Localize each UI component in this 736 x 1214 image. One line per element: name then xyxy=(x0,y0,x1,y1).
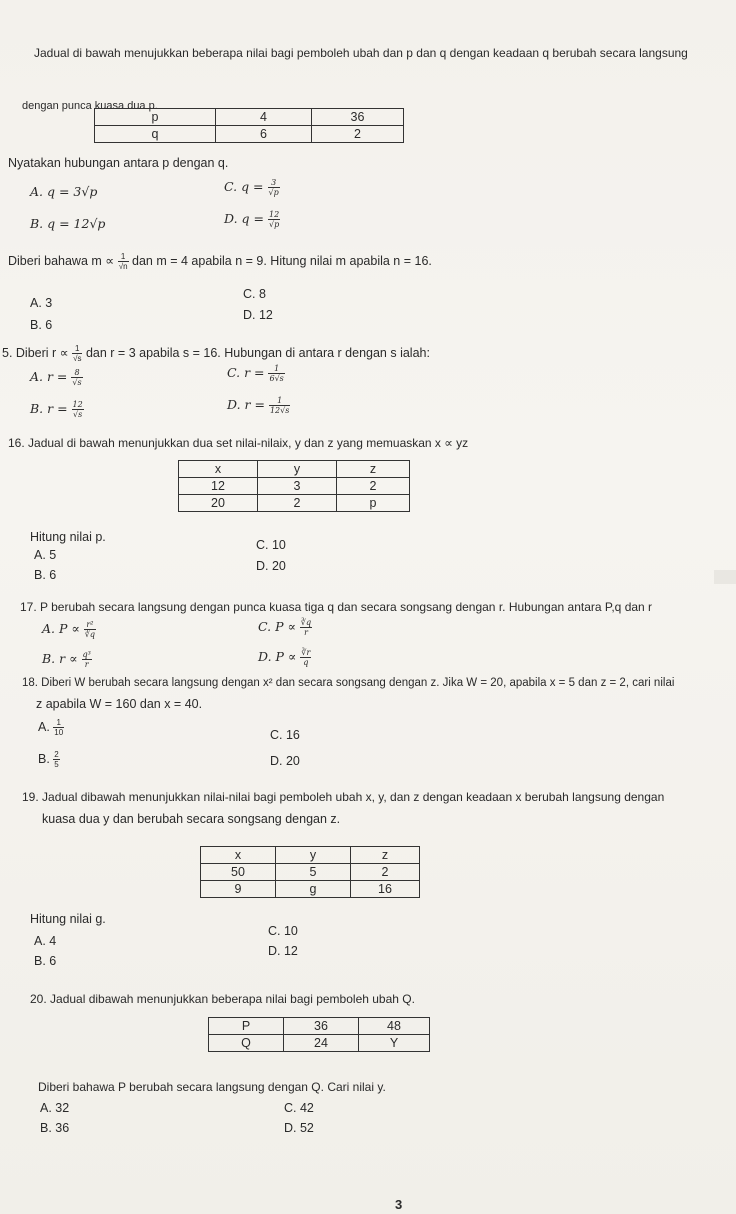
q18-option-c: C. 16 xyxy=(270,728,300,742)
page-shadow xyxy=(714,570,736,584)
numerator: 8 xyxy=(71,368,82,378)
table-cell: 36 xyxy=(312,109,404,126)
q19-option-d: D. 12 xyxy=(268,944,298,958)
fraction xyxy=(82,650,92,669)
table-cell: p xyxy=(95,109,216,126)
denominator: √s xyxy=(72,378,82,387)
q-m-option-d: D. 12 xyxy=(243,308,273,322)
q15-option-d xyxy=(224,210,280,229)
q18-option-d: D. 20 xyxy=(270,754,300,768)
table-header: y xyxy=(276,847,351,864)
page-number: 3 xyxy=(395,1197,403,1212)
q16-table xyxy=(178,460,410,512)
q17-option-c xyxy=(258,618,312,637)
option-label: C. P ∝ xyxy=(258,619,296,634)
table-cell: 12 xyxy=(179,478,258,495)
q-m-option-a: A. 3 xyxy=(30,296,53,310)
q15-question: Nyatakan hubungan antara p dengan q. xyxy=(8,156,229,170)
table-cell: 24 xyxy=(284,1035,359,1052)
q-m-option-c: C. 8 xyxy=(243,287,266,301)
q16-question: 16. Jadual di bawah menunjukkan dua set nilai-nilaix, y dan z yang memuaskan x ∝ yz xyxy=(8,436,469,450)
denominator: r xyxy=(304,628,308,637)
fraction xyxy=(300,618,312,637)
q15-table xyxy=(94,108,404,143)
table-cell: g xyxy=(276,881,351,898)
numerator: ∛r xyxy=(301,648,311,657)
q15-option-c xyxy=(224,178,280,197)
table-header: z xyxy=(351,847,420,864)
table-cell: P xyxy=(209,1018,284,1035)
fraction xyxy=(84,620,96,639)
table-header: y xyxy=(258,461,337,478)
denominator: √s xyxy=(73,410,83,419)
fraction xyxy=(72,400,84,419)
table-header: z xyxy=(337,461,410,478)
q17-option-b xyxy=(42,650,92,669)
q19-option-a: A. 4 xyxy=(34,934,57,948)
q20-question: 20. Jadual dibawah menunjukkan beberapa nilai bagi pemboleh ubah Q. xyxy=(30,992,415,1006)
fraction xyxy=(269,396,290,415)
numerator: 12 xyxy=(268,210,280,219)
q20-table xyxy=(208,1017,430,1052)
q17-question: 17. P berubah secara langsung dengan punca kuasa tiga q dan secara songsang dengan r. Hubungan antara P,q dan r xyxy=(20,600,653,614)
question-text: Diberi bahawa m ∝ xyxy=(8,253,115,268)
numerator: q³ xyxy=(82,650,91,659)
q20-option-a: A. 32 xyxy=(40,1101,70,1115)
fraction xyxy=(300,648,311,667)
q15-option-b: B. q = 12√p xyxy=(30,216,106,231)
numerator: 2 xyxy=(54,750,59,759)
denominator: ∛q xyxy=(84,630,96,639)
denominator: 5 xyxy=(54,760,59,769)
table-cell: Y xyxy=(359,1035,430,1052)
q16-option-c: C. 10 xyxy=(256,538,286,552)
numerator: 3 xyxy=(268,178,280,188)
q18-question: 18. Diberi W berubah secara langsung dengan x² dan secara songsang dengan z. Jika W = 20, apabila x = 5 dan z = 2, cari nilai xyxy=(22,677,675,689)
q19-option-b: B. 6 xyxy=(34,954,57,968)
q19-ask: Hitung nilai g. xyxy=(30,912,106,926)
numerator: ∛q xyxy=(300,618,312,627)
question-text: dan m = 4 apabila n = 9. Hitung nilai m apabila n = 16. xyxy=(132,253,432,268)
table-cell: p xyxy=(337,495,410,512)
numerator: 12 xyxy=(72,400,83,409)
q5-option-d xyxy=(227,396,290,415)
q16-ask: Hitung nilai p. xyxy=(30,530,106,544)
option-label: A. xyxy=(38,719,50,734)
table-cell: Q xyxy=(209,1035,284,1052)
option-label: B. r ∝ xyxy=(42,651,78,666)
table-cell: 3 xyxy=(258,478,337,495)
q15-intro-2: dengan punca kuasa dua p. xyxy=(22,100,158,112)
numerator: 1 xyxy=(268,364,284,374)
q19-question-2: kuasa dua y dan berubah secara songsang dengan z. xyxy=(42,812,341,826)
denominator: √n xyxy=(118,262,128,271)
q17-option-a xyxy=(42,620,96,639)
fraction xyxy=(268,364,284,383)
q19-question: 19. Jadual dibawah menunjukkan nilai-nilai bagi pemboleh ubah x, y, dan z dengan keadaan x berubah langsung dengan xyxy=(22,790,665,804)
numerator: 1 xyxy=(118,252,129,262)
table-cell: 16 xyxy=(351,881,420,898)
denominator: 6√s xyxy=(269,374,284,383)
q20-ask: Diberi bahawa P berubah secara langsung dengan Q. Cari nilai y. xyxy=(38,1080,386,1094)
option-label: D. r = xyxy=(227,397,265,412)
table-cell: 2 xyxy=(312,126,404,143)
q19-option-c: C. 10 xyxy=(268,924,298,938)
table-cell: 9 xyxy=(201,881,276,898)
q20-option-b: B. 36 xyxy=(40,1121,70,1135)
denominator: √s xyxy=(73,354,82,363)
q18-question-2: z apabila W = 160 dan x = 40. xyxy=(36,697,203,711)
denominator: √p xyxy=(268,188,279,197)
fraction xyxy=(72,344,82,363)
question-text: 5. Diberi r ∝ xyxy=(2,345,69,360)
fraction xyxy=(53,718,64,737)
option-label: C. r = xyxy=(227,365,265,380)
option-label: D. P ∝ xyxy=(258,649,297,664)
table-cell: 2 xyxy=(351,864,420,881)
fraction xyxy=(71,368,82,387)
q20-option-c: C. 42 xyxy=(284,1101,314,1115)
fraction xyxy=(268,210,280,229)
denominator: r xyxy=(84,660,89,669)
numerator: 1 xyxy=(53,718,64,728)
table-cell: 36 xyxy=(284,1018,359,1035)
denominator: q xyxy=(303,658,309,667)
table-cell: 2 xyxy=(337,478,410,495)
q17-option-d xyxy=(258,648,311,667)
option-label: B. r = xyxy=(30,401,68,416)
q-m-question xyxy=(8,252,432,271)
q16-option-d: D. 20 xyxy=(256,559,286,573)
table-cell: 48 xyxy=(359,1018,430,1035)
option-label: A. P ∝ xyxy=(42,621,80,636)
table-cell: 4 xyxy=(216,109,312,126)
q5-option-c xyxy=(227,364,285,383)
q20-option-d: D. 52 xyxy=(284,1121,314,1135)
q16-option-b: B. 6 xyxy=(34,568,57,582)
table-header: x xyxy=(201,847,276,864)
denominator: √p xyxy=(268,220,280,229)
q5-option-a xyxy=(30,368,83,387)
table-cell: 50 xyxy=(201,864,276,881)
q-m-option-b: B. 6 xyxy=(30,318,53,332)
table-cell: 2 xyxy=(258,495,337,512)
q16-option-a: A. 5 xyxy=(34,548,57,562)
question-text: dan r = 3 apabila s = 16. Hubungan di antara r dengan s ialah: xyxy=(85,345,430,360)
table-header: x xyxy=(179,461,258,478)
table-cell: q xyxy=(95,126,216,143)
q15-intro: Jadual di bawah menujukkan beberapa nilai bagi pemboleh ubah dan p dan q dengan keadaan q berubah secara langsung xyxy=(34,46,688,60)
option-label: B. xyxy=(38,751,50,766)
numerator: 1 xyxy=(269,396,290,406)
q18-option-a xyxy=(38,718,64,737)
fraction xyxy=(53,750,59,769)
fraction xyxy=(118,252,129,271)
q5-option-b xyxy=(30,400,84,419)
option-label: A. r = xyxy=(30,369,68,384)
denominator: 10 xyxy=(54,728,64,737)
q19-table xyxy=(200,846,420,898)
q15-option-a: A. q = 3√p xyxy=(30,184,98,199)
q18-option-b xyxy=(38,750,60,769)
numerator: 1 xyxy=(72,344,82,354)
option-label: C. q = xyxy=(224,179,264,194)
q5-question xyxy=(2,344,430,363)
table-cell: 20 xyxy=(179,495,258,512)
table-cell: 6 xyxy=(216,126,312,143)
option-label: D. q = xyxy=(224,211,264,226)
denominator: 12√s xyxy=(269,406,290,415)
table-cell: 5 xyxy=(276,864,351,881)
fraction xyxy=(268,178,280,197)
numerator: r² xyxy=(84,620,96,630)
